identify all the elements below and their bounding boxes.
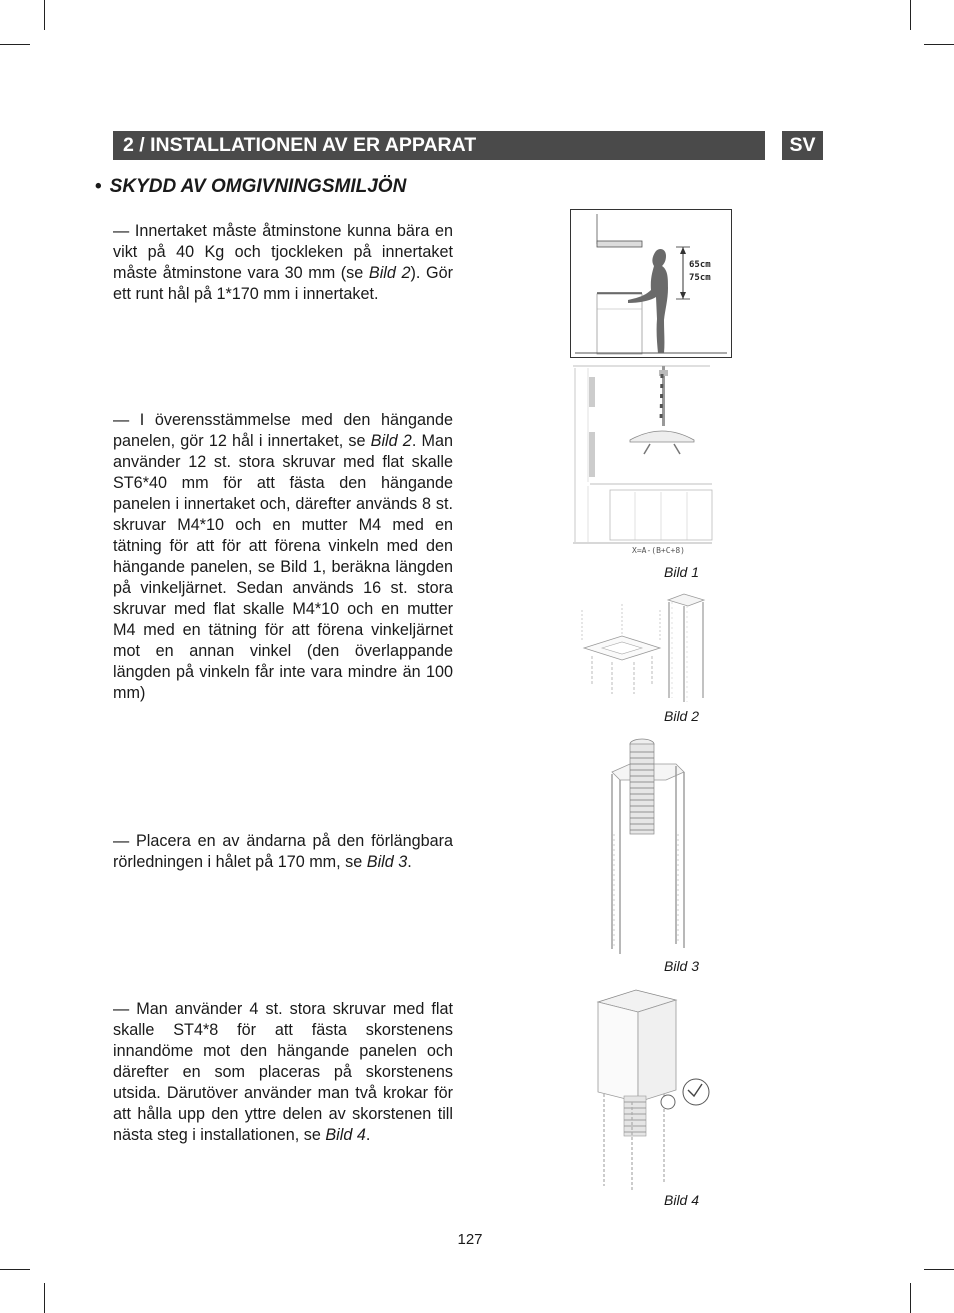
paragraph-hanging-panel: — I överensstämmelse med den hängande panelen, gör 12 hål i innertaket, se Bild 2. Man använder 12 st. stora skruvar med flat skalle ST6*40 mm för att fästa den hängande panelen i innertaket och, därefter används 8 st. skruvar M4*10 och en mutter M4 med en tätning för att för att förena vinkeln med den hängande panelen, se Bild 1, beräkna längden på vinkeljärnet. Sedan används 16 st. stora skruvar med flat skalle M4*10 och en mutter M4 med en tätning för att förena vinkeljärnet mot en annan vinkel (den överlappande längden på vinkeln får inte vara mindre än 100 mm) <box>113 411 453 702</box>
paragraph-chimney-fixing: — Man använder 4 st. stora skruvar med flat skalle ST4*8 för att fästa skorstenens innandöme mot den hängande panelen och därefter en som placeras på skorstenens utsida. Därutöver använder man två krokar för att hålla upp den yttre delen av skorstenen till nästa steg i installationen, se Bild 4. <box>113 1000 453 1144</box>
caption-bild4: Bild 4 <box>664 1192 700 1208</box>
crop-mark <box>924 1269 954 1270</box>
crop-mark <box>910 0 911 30</box>
bullet: • <box>95 176 102 197</box>
paragraph-ceiling-strength: — Innertaket måste åtminstone kunna bära en vikt på 40 Kg och tjockleken på innertaket måste åtminstone vara 30 mm (se Bild 2). Gör ett runt hål på 1*170 mm i innertaket. <box>113 222 453 303</box>
crop-mark <box>924 44 954 45</box>
figure-height-diagram <box>570 209 732 359</box>
page-number: 127 <box>457 1231 483 1248</box>
language-badge: SV <box>782 131 823 160</box>
section-header-bar <box>113 131 765 160</box>
label-65cm: 65cm <box>689 260 711 270</box>
crop-mark <box>0 1269 30 1270</box>
figure-bild3 <box>604 734 694 956</box>
bild1-formula: X=A-(B+C+8) <box>632 546 685 555</box>
section-header-title: 2 / INSTALLATIONEN AV ER APPARAT <box>123 134 477 156</box>
figure-bild1 <box>570 362 714 568</box>
caption-bild1: Bild 1 <box>664 564 700 580</box>
crop-mark <box>910 1283 911 1313</box>
crop-mark <box>44 1283 45 1313</box>
label-75cm: 75cm <box>689 273 711 283</box>
crop-mark <box>44 0 45 30</box>
caption-bild2: Bild 2 <box>664 708 700 724</box>
paragraph-duct-placement: — Placera en av ändarna på den förlängbara rörledningen i hålet på 170 mm, se Bild 3. <box>113 832 453 871</box>
figure-bild4 <box>592 986 718 1192</box>
subsection-heading <box>95 175 406 199</box>
subsection-title: SKYDD AV OMGIVNINGSMILJÖN <box>109 176 407 197</box>
caption-bild3: Bild 3 <box>664 958 700 974</box>
figure-bild2 <box>572 590 718 708</box>
crop-mark <box>0 44 30 45</box>
